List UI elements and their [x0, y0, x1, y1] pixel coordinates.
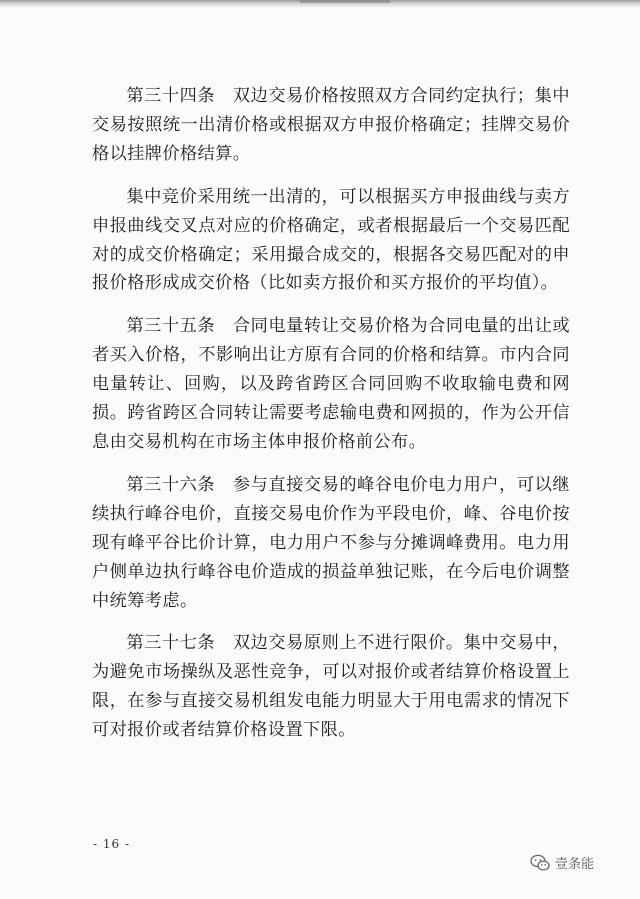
- wechat-icon: [530, 854, 550, 872]
- paragraph-centralized-bidding: 集中竞价采用统一出清的，可以根据买方申报曲线与卖方申报曲线交叉点对应的价格确定，或者根据最后一个交易匹配对的成交价格确定；采用撮合成交的，根据各交易匹配对的申报价格形成成交价格（比如卖方报价和买方报价的平均值）。: [92, 186, 570, 294]
- watermark-text: 壹条能: [555, 857, 595, 872]
- paragraph-article-36: 第三十六条 参与直接交易的峰谷电价电力用户，可以继续执行峰谷电价，直接交易电价作为平段电价，峰、谷电价按现有峰平谷比价计算，电力用户不参与分摊调峰费用。电力用户侧单边执行峰谷电价造成的损益单独记账，在今后电价调整中统筹考虑。: [92, 474, 570, 611]
- page-number: - 16 -: [93, 837, 131, 851]
- paragraph-article-34: 第三十四条 双边交易价格按照双方合同约定执行；集中交易按照统一出清价格或根据双方申报价格确定；挂牌交易价格以挂牌价格结算。: [92, 86, 570, 164]
- paragraph-article-37: 第三十七条 双边交易原则上不进行限价。集中交易中，为避免市场操纵及恶性竞争，可以对报价或者结算价格设置上限，在参与直接交易机组发电能力明显大于用电需求的情况下可对报价或者结算价格设置下限。: [92, 633, 570, 741]
- scan-edge-shadow: [0, 0, 640, 8]
- watermark: [530, 853, 594, 872]
- document-body: [92, 82, 570, 759]
- paragraph-article-35: 第三十五条 合同电量转让交易价格为合同电量的出让或者买入价格，不影响出让方原有合同的价格和结算。市内合同电量转让、回购，以及跨省跨区合同回购不收取输电费和网损。跨省跨区合同转让需要考虑输电费和网损的，作为公开信息由交易机构在市场主体申报价格前公布。: [92, 316, 570, 452]
